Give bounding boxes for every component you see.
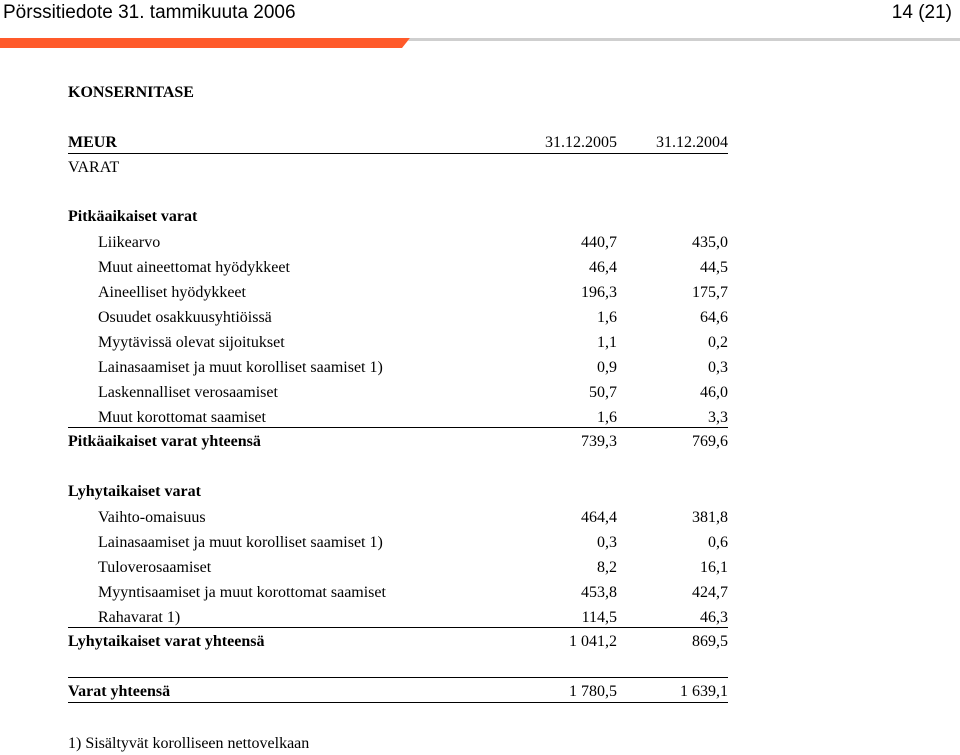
table-row-label: Lainasaamiset ja muut korolliset saamiset 1) [98, 534, 383, 551]
table-row-value-2005: 464,4 [581, 509, 617, 526]
table-row-label: Rahavarat 1) [98, 609, 181, 626]
noncurrent-total-2004: 769,6 [692, 433, 728, 450]
unit-label: MEUR [68, 134, 117, 151]
table-row-value-2005: 440,7 [581, 234, 617, 251]
table-row-value-2004: 0,3 [708, 359, 728, 376]
table-row-value-2004: 175,7 [692, 284, 728, 301]
current-total-2004: 869,5 [692, 633, 728, 650]
table-row-value-2004: 44,5 [700, 259, 728, 276]
current-rule [68, 627, 728, 628]
table-row-label: Muut korottomat saamiset [98, 409, 266, 426]
noncurrent-heading: Pitkäaikaiset varat [68, 208, 198, 225]
column-header-2005: 31.12.2005 [545, 134, 617, 151]
table-row-label: Lainasaamiset ja muut korolliset saamiset 1) [98, 359, 383, 376]
grand-total-2005: 1 780,5 [569, 683, 617, 700]
grand-total-2004: 1 639,1 [680, 683, 728, 700]
header-accent-red [0, 38, 410, 48]
noncurrent-rule [68, 427, 728, 428]
table-row-value-2005: 1,6 [597, 409, 617, 426]
table-row-value-2005: 50,7 [589, 384, 617, 401]
table-row-label: Myyntisaamiset ja muut korottomat saamiset [98, 584, 386, 601]
table-row-value-2004: 3,3 [708, 409, 728, 426]
table-row-value-2004: 435,0 [692, 234, 728, 251]
table-row-value-2005: 46,4 [589, 259, 617, 276]
table-row-value-2004: 46,3 [700, 609, 728, 626]
table-row-value-2004: 0,6 [708, 534, 728, 551]
table-row-value-2005: 1,1 [597, 334, 617, 351]
section-title: KONSERNITASE [68, 84, 194, 101]
table-row-value-2005: 1,6 [597, 309, 617, 326]
header-rule [68, 153, 728, 154]
table-row-label: Laskennalliset verosaamiset [98, 384, 278, 401]
table-row-value-2005: 453,8 [581, 584, 617, 601]
grand-total-label: Varat yhteensä [68, 683, 171, 700]
header-accent-grey [408, 38, 960, 41]
table-row-value-2004: 64,6 [700, 309, 728, 326]
table-row-label: Vaihto-omaisuus [98, 509, 206, 526]
table-row-value-2004: 381,8 [692, 509, 728, 526]
current-total-label: Lyhytaikaiset varat yhteensä [68, 633, 265, 650]
table-row-value-2004: 16,1 [700, 559, 728, 576]
header-title: Pörssitiedote 31. tammikuuta 2006 [3, 2, 296, 23]
table-row-value-2004: 424,7 [692, 584, 728, 601]
table-row-value-2004: 0,2 [708, 334, 728, 351]
table-row-label: Aineelliset hyödykkeet [98, 284, 246, 301]
grand-total-top-rule [68, 677, 728, 678]
table-row-value-2005: 8,2 [597, 559, 617, 576]
table-row-label: Myytävissä olevat sijoitukset [98, 334, 285, 351]
header-accent-bar [0, 38, 960, 48]
current-total-2005: 1 041,2 [569, 633, 617, 650]
noncurrent-total-2005: 739,3 [581, 433, 617, 450]
table-row-label: Tuloverosaamiset [98, 559, 212, 576]
table-row-value-2005: 196,3 [581, 284, 617, 301]
grand-total-bottom-rule [68, 702, 728, 703]
table-row-label: Osuudet osakkuusyhtiöissä [98, 309, 272, 326]
column-header-2004: 31.12.2004 [656, 134, 728, 151]
table-row-value-2005: 114,5 [581, 609, 617, 626]
table-row-value-2005: 0,9 [597, 359, 617, 376]
table-row-value-2004: 46,0 [700, 384, 728, 401]
footnote: 1) Sisältyvät korolliseen nettovelkaan [68, 735, 310, 752]
current-heading: Lyhytaikaiset varat [68, 483, 201, 500]
noncurrent-total-label: Pitkäaikaiset varat yhteensä [68, 433, 261, 450]
table-row-label: Liikearvo [98, 234, 161, 251]
table-row-label: Muut aineettomat hyödykkeet [98, 259, 290, 276]
table-row-value-2005: 0,3 [597, 534, 617, 551]
page-number: 14 (21) [891, 2, 952, 23]
assets-heading: VARAT [68, 159, 120, 176]
